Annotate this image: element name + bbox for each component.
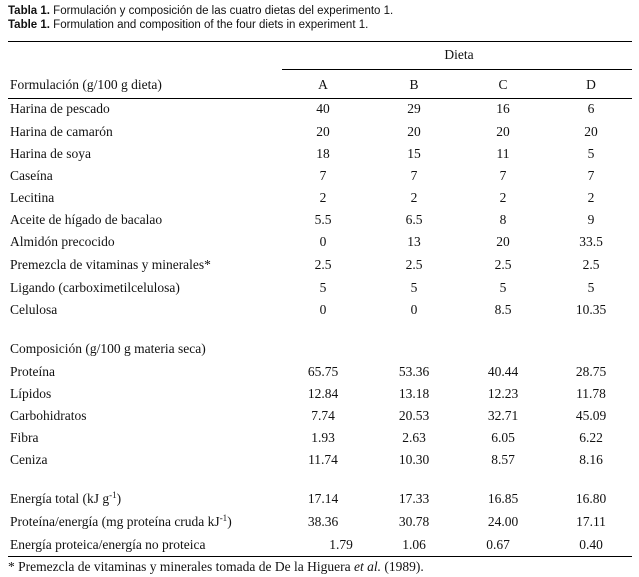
formulation-row-6-value-a: 0: [319, 234, 327, 249]
formulation-row-1-value-c: 20: [496, 124, 510, 139]
formulation-row-0-value-d: 6: [587, 101, 595, 116]
formulation-row-3-label: Caseína: [10, 168, 53, 183]
formulation-row-1-label: Harina de camarón: [10, 124, 113, 139]
caption-english: [8, 18, 368, 32]
protein-energy-value-d: 17.11: [576, 514, 606, 529]
formulation-row-6-value-d: 33.5: [579, 234, 603, 249]
caption-english-text: Formulation and composition of the four diets in experiment 1.: [53, 19, 369, 31]
footnote-text: * Premezcla de vitaminas y minerales tomada de De la Higuera: [8, 559, 354, 574]
formulation-row-9-label: Celulosa: [10, 302, 58, 317]
formulation-row-7-value-b: 2.5: [405, 257, 423, 272]
energy-ratio-value-a: 1.79: [329, 537, 353, 552]
formulation-row-5-value-b: 6.5: [405, 212, 423, 227]
composition-row-2-value-c: 32.71: [487, 408, 519, 423]
composition-row-3-value-b: 2.63: [402, 430, 426, 445]
energy-ratio-value-d: 0.40: [579, 537, 603, 552]
formulation-row-7-value-d: 2.5: [582, 257, 600, 272]
formulation-row-4-label: Lecitina: [10, 190, 55, 205]
formulation-row-0-value-b: 29: [407, 101, 421, 116]
energy-total-value-a: 17.14: [307, 491, 339, 506]
protein-energy-label: [10, 514, 232, 530]
footnote-end: (1989).: [381, 559, 424, 574]
caption-spanish: [8, 4, 393, 18]
footnote-italic: et al.: [354, 559, 381, 574]
energy-ratio-value-b: 1.06: [402, 537, 426, 552]
formulation-row-5-label: Aceite de hígado de bacalao: [10, 212, 163, 227]
dieta-header: Dieta: [444, 47, 474, 62]
composition-row-1-value-c: 12.23: [487, 386, 519, 401]
composition-row-0-value-d: 28.75: [575, 364, 607, 379]
composition-row-2-value-b: 20.53: [398, 408, 430, 423]
energy-total-sup: -1: [109, 490, 117, 500]
formulation-row-0-value-a: 40: [316, 101, 330, 116]
column-header-a: A: [318, 77, 328, 92]
formulation-row-5-value-c: 8: [499, 212, 507, 227]
formulation-row-9-value-d: 10.35: [575, 302, 607, 317]
energy-total-value-d: 16.80: [575, 491, 607, 506]
formulation-row-7-value-a: 2.5: [314, 257, 332, 272]
protein-energy-close: ): [227, 514, 232, 529]
formulation-row-0-value-c: 16: [496, 101, 510, 116]
composition-row-4-value-c: 8.57: [491, 452, 515, 467]
composition-row-3-label: Fibra: [10, 430, 39, 445]
formulation-row-0-label: Harina de pescado: [10, 101, 110, 116]
protein-energy-value-c: 24.00: [487, 514, 519, 529]
formulation-row-1-value-d: 20: [584, 124, 598, 139]
composition-row-1-label: Lípidos: [10, 386, 52, 401]
formulation-row-1-value-a: 20: [316, 124, 330, 139]
formulation-row-6-value-c: 20: [496, 234, 510, 249]
composition-row-3-value-d: 6.22: [579, 430, 603, 445]
column-header-b: B: [409, 77, 419, 92]
column-header-c: C: [498, 77, 508, 92]
column-header-d: D: [586, 77, 596, 92]
caption-english-label: Table 1.: [8, 19, 50, 31]
composition-row-4-value-a: 11.74: [308, 452, 338, 467]
composition-row-2-label: Carbohidratos: [10, 408, 87, 423]
formulation-header: Formulación (g/100 g dieta): [10, 77, 162, 92]
caption-spanish-label: Tabla 1.: [8, 5, 50, 17]
formulation-row-6-value-b: 13: [407, 234, 421, 249]
bottom-rule: [8, 556, 632, 557]
dieta-rule: [282, 69, 632, 70]
formulation-row-2-value-b: 15: [407, 146, 421, 161]
composition-row-4-value-d: 8.16: [579, 452, 603, 467]
composition-row-4-value-b: 10.30: [398, 452, 430, 467]
formulation-row-6-label: Almidón precocido: [10, 234, 115, 249]
footnote: [8, 559, 424, 575]
formulation-row-9-value-b: 0: [410, 302, 418, 317]
header-rule: [8, 98, 632, 99]
top-rule: [8, 41, 632, 42]
formulation-row-4-value-b: 2: [410, 190, 418, 205]
composition-row-1-value-a: 12.84: [307, 386, 339, 401]
composition-row-3-value-c: 6.05: [491, 430, 515, 445]
formulation-row-9-value-c: 8.5: [494, 302, 512, 317]
composition-row-1-value-b: 13.18: [398, 386, 430, 401]
composition-row-3-value-a: 1.93: [311, 430, 335, 445]
formulation-row-8-value-a: 5: [319, 280, 327, 295]
formulation-row-3-value-b: 7: [410, 168, 418, 183]
formulation-row-3-value-d: 7: [587, 168, 595, 183]
formulation-row-2-label: Harina de soya: [10, 146, 91, 161]
energy-total-value-b: 17.33: [398, 491, 430, 506]
formulation-row-5-value-a: 5.5: [314, 212, 332, 227]
composition-row-2-value-a: 7.74: [311, 408, 335, 423]
formulation-row-8-value-c: 5: [499, 280, 507, 295]
formulation-row-4-value-c: 2: [499, 190, 507, 205]
formulation-row-7-value-c: 2.5: [494, 257, 512, 272]
energy-total-label: [10, 491, 121, 507]
formulation-row-7-label: Premezcla de vitaminas y minerales*: [10, 257, 211, 272]
energy-ratio-label: Energía proteica/energía no proteica: [10, 537, 206, 552]
composition-row-0-value-c: 40.44: [487, 364, 519, 379]
formulation-row-5-value-d: 9: [587, 212, 595, 227]
formulation-row-8-value-b: 5: [410, 280, 418, 295]
energy-total-text: Energía total (kJ g: [10, 491, 110, 506]
formulation-row-9-value-a: 0: [319, 302, 327, 317]
protein-energy-text: Proteína/energía (mg proteína cruda kJ: [10, 514, 220, 529]
formulation-row-2-value-c: 11: [496, 146, 510, 161]
protein-energy-sup: -1: [219, 513, 228, 523]
formulation-row-8-label: Ligando (carboximetilcelulosa): [10, 280, 180, 295]
caption-spanish-text: Formulación y composición de las cuatro dietas del experimento 1.: [53, 5, 394, 17]
formulation-row-1-value-b: 20: [407, 124, 421, 139]
composition-row-0-value-b: 53.36: [398, 364, 430, 379]
protein-energy-value-b: 30.78: [398, 514, 430, 529]
composition-row-0-label: Proteína: [10, 364, 55, 379]
energy-total-value-c: 16.85: [487, 491, 519, 506]
formulation-row-4-value-a: 2: [319, 190, 327, 205]
composition-row-4-label: Ceniza: [10, 452, 48, 467]
composition-row-0-value-a: 65.75: [307, 364, 339, 379]
formulation-row-2-value-a: 18: [316, 146, 330, 161]
formulation-row-2-value-d: 5: [587, 146, 595, 161]
energy-ratio-value-c: 0.67: [486, 537, 510, 552]
composition-header: Composición (g/100 g materia seca): [10, 341, 206, 356]
protein-energy-value-a: 38.36: [307, 514, 339, 529]
formulation-row-3-value-c: 7: [499, 168, 507, 183]
formulation-row-3-value-a: 7: [319, 168, 327, 183]
formulation-row-8-value-d: 5: [587, 280, 595, 295]
composition-row-1-value-d: 11.78: [576, 386, 606, 401]
energy-total-close: ): [116, 491, 122, 506]
formulation-row-4-value-d: 2: [587, 190, 595, 205]
composition-row-2-value-d: 45.09: [575, 408, 607, 423]
